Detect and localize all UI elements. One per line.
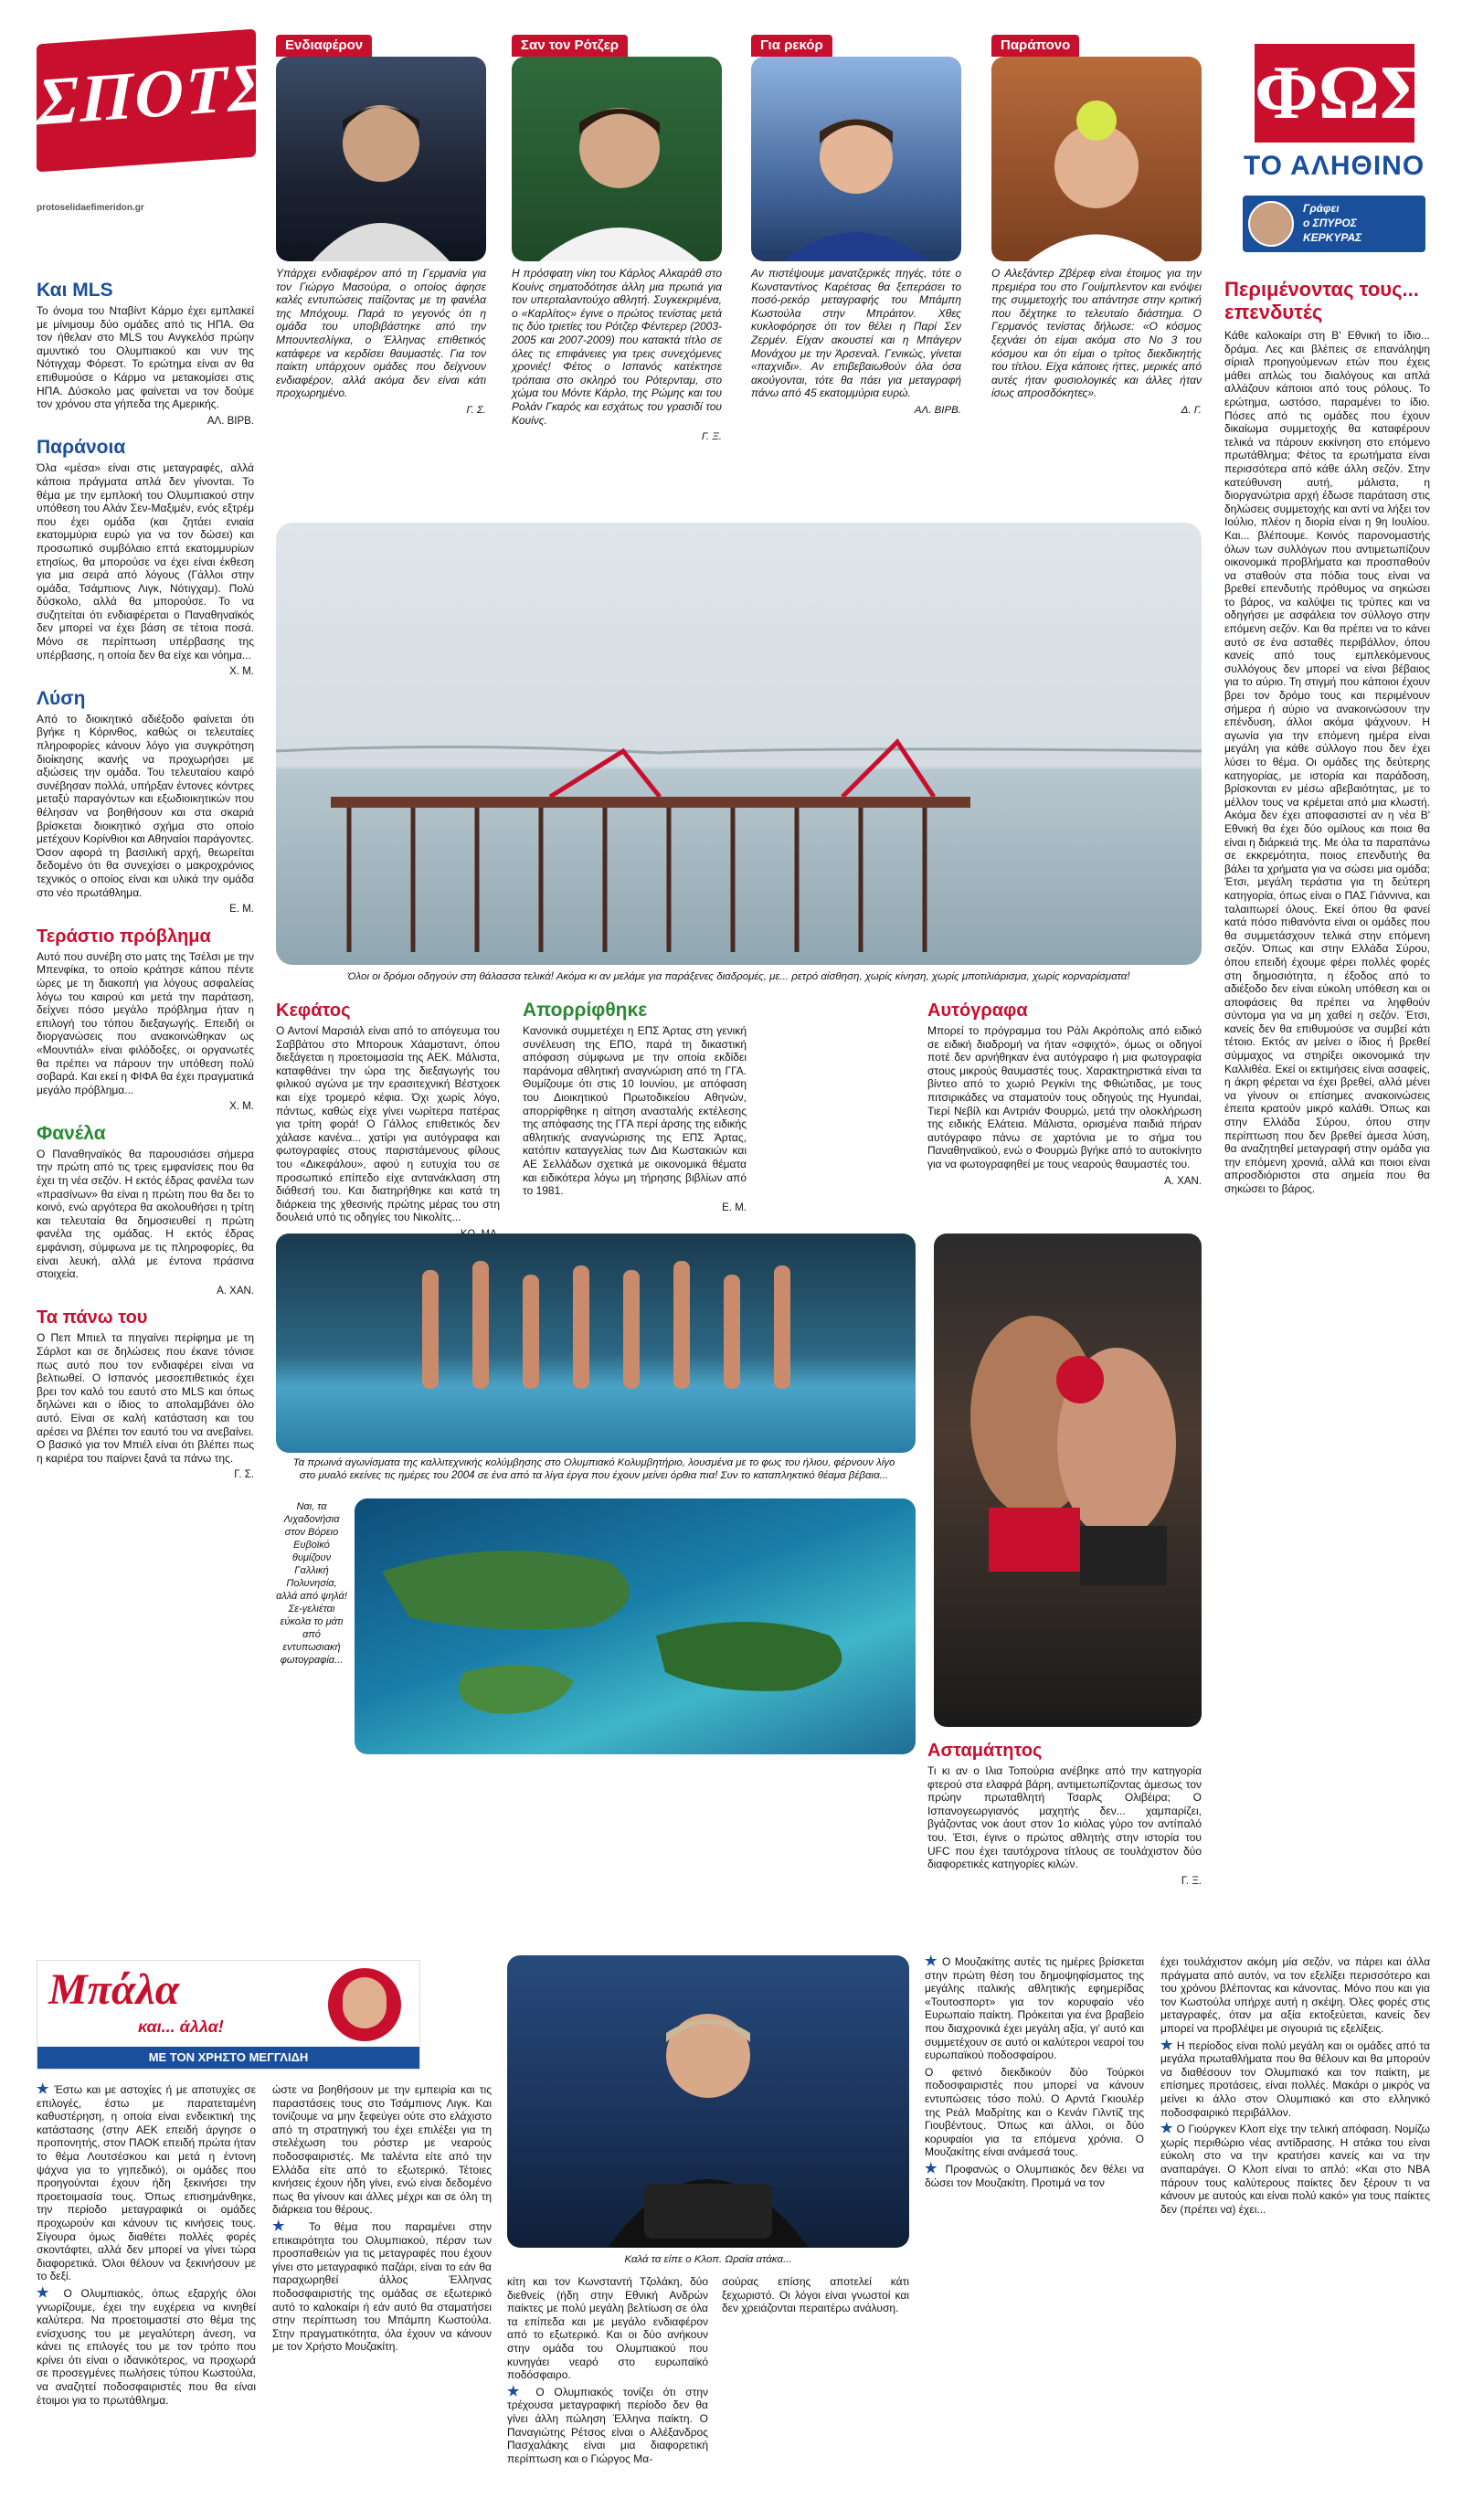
left-story-5-title: Φανέλα: [37, 1122, 106, 1144]
mma-story-sig: Γ. Ξ.: [1181, 1875, 1202, 1887]
bottom-paragraph-10: ★ Προφανώς ο Ολυμπιακός δεν θέλει να δώσει τον Μουζακίτη. Προτιμά να τον: [925, 2160, 1145, 2189]
top-story-4-sig: Δ. Γ.: [1181, 404, 1202, 416]
tab-gia-rekor: Για ρεκόρ: [751, 35, 832, 57]
bottom-paragraph-8: ★ Ο Μουζακίτης αυτές τις ημέρες βρίσκεται στην πρώτη θέση του δημοψηφίσματος της μεγάλης ιταλικής αθλητικής εφημερίδας «Τουτοσπορτ» για τον κορυφαίο νέο Ευρωπαίο παίκτη. Πρόκειται για ένα βραβείο που διαχρονικά έχει μεγάλη αξία, γι' αυτό και συμμετέχουν σε αυτό οι καλύτεροι νεαροί του ευρωπαϊκού ποδοσφαίρου.: [925, 1954, 1144, 2062]
left-story-3-text: Από το διοικητικό αδιέξοδο φαίνεται ότι βγήκε η Κόρινθος, καθώς οι τελευταίες πληροφορίες κάνουν λόγο για συγκρότηση διοίκησης ικανής να προχωρήσει με αξιώσεις την ομάδα. Του τελευταίου καιρό συνέβησαν πολλά, υπήρξαν έντονες κόντρες μεταξύ παραγόντων και εξωδιοικητικών που θέλησαν να βοηθήσουν και στα σκαριά βρίσκεται διοικητικό σχήμα στο οποίο μετέχουν Κορίνθιοι και Αθηναίοι παράγοντες. Όσον αφορά τη βασιλική αρχή, θεωρείται δεδομένο ότι θα συνεχίσει ο μακροχρόνιος τεχνικός ο οποίος είναι και υλικά την ομάδα στο νέο πρωτάθλημα.: [37, 712, 254, 899]
tab-enxiaferon: Ενδιαφέρον: [276, 35, 372, 57]
author-line-1: Γράφει: [1303, 202, 1340, 215]
mid-story-1-text: Ο Αντονί Μαρσιάλ είναι από το απόγευμα του Σαββάτου στο Μπορουκ Χάαμσταντ, όπου διεξάγεται η προετοιμασία της ΑΕΚ. Μάλιστα, καταφθάνει την ώρα της διεξαγωγής του φιλικού αγώνα με την ερασιτεχνική Βέστχοεκ και είχε τρομερό κέφια. Όχι χωρίς λόγο, πάντως, καθώς είχε γίνει νωρίτερα πατέρας για τρίτη φορά! Ο Γάλλος επιθετικός δεν χάλασε κανένα... χατίρι για αυτόγραφα και φωτογραφίες στους παριστάμενους φίλους του «Δικεφάλου», αφού η ευτυχία του σε προσωπικό επίπεδο είχε αντανάκλαση στη διάθεσή του. Και διατηρήθηκε και κατά τη διάρκεια της χθεσινής πρώτης μέρας του στη δουλειά υπό τις οδηγίες του Νικολίτς...: [276, 1024, 500, 1224]
photo-lichadonisia: [355, 1498, 916, 1754]
bottom-paragraph-7: σούρας επίσης αποτελεί κάτι ξεχωριστό. Οι λόγοι είναι γνωστοί και δεν χρειάζονται περαιτέρω ανάλυση.: [722, 2275, 909, 2315]
top-story-2-text: Η πρόσφατη νίκη του Κάρλος Αλκαράθ στο Κουίνς σηματοδότησε άλλη μια πρωτιά για τον υπερταλαντούχο αθλητή. Συγκεκριμένα, ο «Καρλίτος» έγινε ο πρώτος τενίστας μετά τις δύο τριετίες του Ρότζερ Φέντερερ (2003-2005 και 2007-2009) που κατακτά τίτλο σε όλες τις επιφάνειες για τρεις συνεχόμενες χρονιές! Φέτος ο Ισπανός κατέκτησε τρόπαια στο σκληρό του Ρότερνταμ, στο χώμα του Μόντε Κάρλο, της Ρώμης και του Ρολάν Γκαρός και εσχάτως του γρασιδί του Κουίνς.: [512, 267, 722, 427]
column-logo-sub: και... άλλα!: [138, 2017, 224, 2036]
mid-story-1-title: Κεφάτος: [276, 1001, 351, 1021]
player-silhouette-icon: [276, 57, 486, 261]
swimmers-legs-illustration: [276, 1234, 916, 1453]
left-story-2-sig: Χ. Μ.: [229, 666, 254, 678]
bottom-paragraph-1: ★ Έστω και με αστοχίες ή με αποτυχίες σε επιλογές, έστω με παρατεταμένη καθυστέρηση, η οποία είναι ενδεικτική της κατάστασης (στην ΑΕΚ επειδή άργησε ο προπονητής, στον ΠΑΟΚ επειδή πρώτα ήταν το θέμα Λουτσέσκου και μετά η έντονη ψάχνα για το γηπεδικό), οι ομάδες που προηγούνται έχουν ήδη ξεκινήσει την προετοιμασία τους. Όπως επισημάνθηκε, την περίοδο μεταγραφικά οι ομάδες προχωρούν και κάνουν τις κινήσεις τους. Σίγουρα όμως διαθέτει πολλές φορές σκοντάφτει, αλλά δεν μπορεί να γίνει τώρα διαφορετικά. Όλοι θέλουν να ξεκινήσουν με το δεξί.: [37, 2081, 256, 2283]
left-story-2-text: Όλα «μέσα» είναι στις μεταγραφές, αλλά κάποια πράγματα απλά δεν γίνονται. Το θέμα με την εμπλοκή του Ολυμπιακού στην υπόθεση του Αλάν Σεν-Μαξιμέν, ενός εξτρέμ που έχει ομάδα (και ζητάει ενιαία εκατομμύρια ευρώ για να τον δώσει) και προσωπικό συμβόλαιο επτά εκατομμυρίων ετησίως, θα μπορούσε να έχει είναι έκθεση για μια σειρά από λόγους (Γάλλοι στην ομάδα, Τσάμπιονς Λιγκ, Νότιγχαμ). Πολύ δύσκολο, αλλά θα μπορούσε. Το να συζητείται ότι ενδιαφέρεται ο Παναθηναϊκός δεν μπορεί να έχει βάση σε τέτοια ποσά. Μόνο σε περίπτωση υπέρβασης της υπέρβασης, η οποία δεν θα είχε και νόημα...: [37, 461, 254, 662]
mid-story-3-title: Αυτόγραφα: [927, 1001, 1028, 1021]
pier-illustration: [276, 523, 1202, 965]
bottom-paragraph-9: Ο φετινό διεκδικούν δύο Τούρκοι ποδοσφαιριστές που μπορεί να κάνουν εντυπώσεις τόσο πολύ. Ο Αρντά Γκιουλέρ της Ρεάλ Μαδρίτης και ο Κενάν Γιλντίζ της Γιουβέντους. Όπως και άλλοι, οι δύο κορυφαίοι για τα επόμενα χρόνια. Ο Μουζακίτης είναι ανάμεσά τους.: [925, 2065, 1144, 2159]
left-story-1-text: Το όνομα του Νταβίντ Κάρμο έχει εμπλακεί με μίνιμουμ δύο ομάδες από τις ΗΠΑ. Θα τον ήθελαν στο MLS του Ανγκελόσ πρώην αμυντικό του Ολυμπιακού και νυν της Νότιγχαμ Φόρεστ. Το ερώτημα είναι αν θα επιθυμούσε ο Κάρμο να μετακομίσει στις ΗΠΑ. Δύσκολο μας φαίνεται να τον δούμε τον χρόνου στα γήπεδα της Αμερικής.: [37, 304, 254, 411]
photo-artistic-swimming: [276, 1234, 916, 1453]
left-story-1-sig: ΑΛ. ΒΙΡΒ.: [207, 415, 254, 427]
left-story-3-title: Λύση: [37, 687, 86, 709]
bottom-col-5: [925, 1955, 1144, 2504]
swim-caption: Τα πρωινά αγωνίσματα της καλλιτεχνικής κολύμβησης στο Ολυμπιακό Κολυμβητήριο, λουσμένα με το φως του ήλιου, φέρνουν λίγο στο μυαλό εκείνες τις ημέρες του 2004 σε ένα από τα λίγα έργα που έχουν μείνει όρθια πια! Συν το καταπληκτικό θέαμα βέβαια...: [292, 1457, 895, 1481]
sports-logo-text: ΣΠΟΤΣ: [37, 48, 272, 141]
mma-story-title: Ασταμάτητος: [927, 1741, 1043, 1761]
mid-story-2-title: Απορρίφθηκε: [523, 1000, 648, 1021]
photo-klopp: [507, 1955, 909, 2248]
photo-zverev: [991, 57, 1202, 261]
column-logo-box: [37, 1960, 420, 2070]
mid-story-2-sig: Ε. Μ.: [722, 1202, 747, 1213]
top-story-2-sig: Γ. Ξ.: [701, 431, 722, 443]
mid-story-2: [523, 994, 747, 1213]
left-story-6-title: Τα πάνω του: [37, 1308, 148, 1329]
author-line-2: ο ΣΠΥΡΟΣ: [1303, 217, 1357, 229]
bottom-paragraph-6: ★ Ο Ολυμπιακός τονίζει ότι στην τρέχουσα μεταγραφική περίοδο δεν θα γίνει άλλη πώληση Έλληνα παίκτη. Ο Παναγιώτης Ρέτσος είναι ο Αλέξανδρος Πασχαλάκης είναι μια διαφορετική περίπτωση και ο Γιώργος Μα-: [507, 2383, 708, 2465]
photo-ufc-fight: [934, 1234, 1202, 1727]
left-column: [37, 274, 254, 1809]
column-logo-main: Μπάλα: [48, 1965, 180, 2014]
right-column: [1224, 274, 1430, 1809]
left-story-6-text: Ο Πεπ Μπιελ τα πηγαίνει περίφημα με τη Σάρλοτ και σε δηλώσεις που έκανε τόνισε πως αυτό που τον ενδιαφέρει είναι να βελτιωθεί. Ο Ισπανός μεσοεπιθετικός έχει βρει τον καλό του εαυτό στο MLS και όπως δηλώνει και ο ίδιος το απολαμβάνει όλο αυτό. Είναι σε καλή κατάσταση και του αρέσει να βλέπει τον εαυτό του να ανεβαίνει. Ο βασικό για τον Μπιέλ είναι ότι βλέπει πως η καριέρα του παίρνει ξανά τα πάνω της.: [37, 1331, 254, 1465]
bottom-paragraph-13: ★ Ο Γιούργκεν Κλοπ είχε την τελική απόφαση. Νομίζω χωρίς περιθώριο νέας αντίδρασης. Η ατάκα του είναι εύκολη στο να την κρατήσει κανείς και να την αναπαράγει. Ο Κλοπ είναι το απλό: «Και στο NBA πάρουν τους καλύτερους παίκτες δεν ξέρουν τι να κάνουν με αυτούς και είναι πολύ κακό» για τους παίκτες δεν (πρέπει να) έχει...: [1160, 2121, 1430, 2216]
mid-story-3-sig: Α. ΧΑΝ.: [1164, 1175, 1202, 1187]
top-story-1-sig: Γ. Σ.: [466, 404, 486, 416]
mma-story: [927, 1734, 1202, 1887]
bottom-paragraph-5: κίτη και τον Κωνσταντή Τζολάκη, δύο διεθνείς (ήδη στην Εθνική Ανδρών παίκτες με πολύ μεγάλη βελτίωση σε όλα τα επίπεδα και με μεγάλο ενδιαφέρον από το εξωτερικό. Και οι δύο ανήκουν στην ομάδα του Ολυμπιακού που κυνηγάει νεαρό στο ευρωπαϊκό ποδόσφαιρο.: [507, 2275, 708, 2382]
top-story-2: [512, 267, 722, 514]
island-caption: Ναι, τα Λιχαδονήσια στον Βόρειο Ευβοϊκό θυμίζουν Γαλλική Πολυνησία, αλλά από ψηλά! Σε-γελιέται εύκολα το μάτι από εντυπωσιακή φωτογραφία...: [276, 1501, 347, 1666]
photo-masouras: [276, 57, 486, 261]
tab-parapono: Παράπονο: [991, 35, 1079, 57]
left-story-4-title: Τεράστιο πρόβλημα: [37, 926, 211, 947]
top-story-1: [276, 267, 486, 504]
photo-karetsas: [751, 57, 961, 261]
left-story-6-sig: Γ. Σ.: [234, 1469, 254, 1481]
left-story-1-title: Και MLS: [37, 280, 113, 301]
top-story-4: [991, 267, 1202, 504]
pier-caption: Όλοι οι δρόμοι οδηγούν στη θάλασσα τελικά! Ακόμα κι αν μελάμε για παράξενες διαδρομές, με... ρετρό αίσθηση, χωρίς κίνηση, χωρίς μποτιλιάρισμα, χωρίς κορναρίσματα!: [347, 971, 1130, 982]
islands-illustration: [355, 1498, 916, 1754]
fighters-illustration: [934, 1234, 1202, 1727]
bottom-col-1: [37, 2083, 256, 2504]
mid-story-2-text: Κανονικά συμμετέχει η ΕΠΣ Άρτας στη γενική συνέλευση της ΕΠΟ, παρά τη δικαστική απόφαση σύμφωνα με την οποία εκδίδει παράνομα αθλητική αναγνώριση από τη ΓΓΑ. Θυμίζουμε ότι στις 10 Ιουνίου, με απόφαση του Διοικητικού Πρωτοδικείου Αθηνών, απορρίφθηκε η αίτηση ανασταλής εκτέλεσης της απόφασης της ΓΓΑ περί άρσης της ειδικής αθλητικής αναγνώρισης της ΕΠΣ Άρτας, κατόπιν καταγγελίας των Δια Κωστακιών και ΑΕ Σελλάδων σχετικά με οικονομικά θέματα και ειδικότερα λόγω μη τήρησης βιβλίων από το 1981.: [523, 1024, 747, 1198]
author-box: [1243, 196, 1425, 252]
author-line-3: ΚΕΡΚΥΡΑΣ: [1303, 231, 1362, 244]
bottom-col-6: [1160, 1955, 1430, 2504]
mid-story-3: [927, 994, 1202, 1213]
bottom-paragraph-2: ★ Ο Ολυμπιακός, όπως εξαρχής όλοι γνωρίζουμε, έχει την ευχέρεια να κινηθεί καλύτερα. Να προετοιμαστεί στο θέμα της ενίσχυσης του με μεγαλύτερη άνεση, να κάνει τις επιλογές του με τον τρόπο που κρίνει ότι είναι ο ιδανικότερος, να προχωρά σε προσεγμένες πωλήσεις τύπου Κωστούλα, να αναζητεί ποδοσφαιριστές που θα είναι έτοιμοι για το πρωτάθλημα.: [37, 2284, 256, 2407]
mid-story-3-text: Μπορεί το πρόγραμμα του Ράλι Ακρόπολις από ειδικό σε ειδική διαδρομή να ήταν «σφιχτό», όμως οι οδηγοί ποτέ δεν αρνήθηκαν ένα αυτόγραφο ή μια φωτογραφία στους μικρούς θαυμαστές τους. Χαρακτηριστικά είναι τα βίντεο από το χωριό Ρεγκίνι της Φθιώτιδας, με τους πιτσιρικάδες να σταματούν τους οδηγούς της Hyundai, Τιερί Νεβίλ και Αντριάν Φουρμώ, μετά την ολοκλήρωση της ειδικής Ελάτεια. Μάλιστα, ορισμένα παιδιά πήραν αυτόγραφο πάνω σε χαρτόνια με το σήμα του Παναθηναϊκού, ενώ ο Φουρμώ βγήκε από το αυτοκίνητο για να φωτογραφηθεί με τους νεαρούς θαυμαστές του.: [927, 1024, 1202, 1170]
bottom-paragraph-4: ★ Το θέμα που παραμένει στην επικαιρότητα του Ολυμπιακού, πέραν των προσπαθειών για τις μεταγραφές που έχουν γίνει στο μεταγραφικό παζάρι, είναι το εάν θα παραχωρηθεί άλλος Έλληνας ποδοσφαιριστής της ομάδας σε εξωτερικό αυτό το καλοκαίρι ή εάν αυτό θα σταματήσει στην περίπτωση του Μπάμπη Κωστούλα. Στην πραγματικότητα, όλα έχουν να κάνουν με τον Χρήστο Μουζακίτη.: [272, 2218, 492, 2354]
player-silhouette-icon: [512, 57, 722, 261]
fos-subtitle: ΤΟ ΑΛΗΘΙΝΟ: [1243, 151, 1425, 181]
right-column-text: Κάθε καλοκαίρι στη Β' Εθνική το ίδιο... δράμα. Λες και βλέπεις σε επανάληψη σίριαλ προηγούμενων ετών που έχεις μάθει απλώς του διαλόγους και απλά αλλάζουν κάποιοι από τους ρόλους. Το ερώτημα, ωστόσο, παραμένει το ίδιο. Πόσες από τις ομάδες που έχουν δικαίωμα συμμετοχής θα καταφέρουν τελικά να πάρουν εκκίνηση στο επόμενο πρωτάθλημα; Φέτος τα ερωτήματα είναι περισσότερα από κάθε άλλη σεζόν. Στην κατεύθυνση αυτή, μάλιστα, η διοργανώτρια αρχή έδωσε παράταση στις δηλώσεις συμμετοχής και αντί να λήξει τον Ιούλιο, πλέον η διορία είναι η 9η Ιουλίου. Και... βλέπουμε. Κοινός παρονομαστής όλων των συλλόγων που αντιμετωπίζουν οικονομικά προβλήματα και προσπαθούν να σταθούν στα πόδια τους είναι να βρεθεί επενδυτής πρόθυμος να σηκώσει το βάρος, να καλύψει τις τρύπες και να οδηγήσει με ασφάλεια τον σύλλογο στην επόμενη σεζόν. Και θα πρέπει να το κάνει αυτό σε ένα ασταθές περιβάλλον, όπου κανείς από τους εμπλεκόμενους συλλόγους δεν μπορεί να είναι βέβαιος για το αύριο. Τη στιγμή που κάποιοι έχουν βρει τον δρόμο τους και περιμένουν σήμερα ή αύριο να ανακοινώσουν την επένδυση, άλλοι ακόμα ψάχνουν. Η αγωνία για την επόμενη ημέρα είναι μεγάλη για κάθε σύλλογο που δεν έχει λύσει το θέμα. Οι ομάδες της δεύτερης κατηγορίας, με ιστορία και παράδοση, βρίσκονται εν μέσω αβεβαιότητας, με το μέλλον τους να κρέμεται από μια κλωστή. Ακόμα δεν έχει αποφασιστεί αν η νέα Β' Εθνική θα έχει δύο ομίλους και ποια θα είναι η διάρκειά της. Με όλα τα παραπάνω σε εκκρεμότητα, ποιος επενδυτής θα βάλει τα χρήματα για να σώσει μια ομάδα; Έτσι, μεγάλη τεράστια για τη δεύτερη κατηγορία, όπως είναι ο ΠΑΣ Γιάννινα, και ταλαιπωρεί όλους. Εκεί όπου θα φανεί κατά πόσο πιθανόντα είναι οι ομάδες που θα συμμετάσχουν τελικά στην επόμενη σεζόν. Όπως και στην Ελλάδα Σύρου, όπου επειδή έχουμε φέρει πολλές φορές στη δημοσιότητα, η έξοδος από το αδιέξοδο δεν είναι εύκολη υπόθεση και οι αποφάσεις θα πρέπει να ληφθούν σύντομα για να μη χαθεί η σεζόν. Έτσι, κανείς δεν θα επιθυμούσε να συμβεί κάτι τέτοιο. Εκτός αν μείνει ο ίδιος ή βρεθεί σύμμαχος να στηρίξει οικονομικά την Καλλιθέα. Εκεί οι εκτιμήσεις είναι ασαφείς, η άκρη φέρεται να έχει βρεθεί, αλλά μένει να γίνουν οι επίσημες ανακοινώσεις έπειτα κρατούν μικρό καλάθι. Όπως και στην Ελλάδα Σύρου, όπου στην περίπτωση που δεν βρεθεί άμεσα λύση, θα αναζητηθεί μεταγραφή στην ομάδα για την επόμενη χρονιά, αλλά και ποιοι είναι απροσδιόριστοι στα σημεία που θα σηκώσει το βάρος.: [1224, 329, 1430, 1195]
top-story-1-text: Υπάρχει ενδιαφέρον από τη Γερμανία για τον Γιώργο Μασούρα, ο οποίος άφησε καλές εντυπώσεις παίζοντας με τη φανέλα της Μπόχουμ. Παρά το γεγονός ότι η ομάδα του υποβιβάστηκε από την Μπουντεσλίγκα, ο Έλληνας επιθετικός κατάφερε να κερδίσει θαυμαστές. Για τον παίκτη υπάρχουν ομάδες που δείχνουν ενδιαφέρον, αλλά ακόμα δεν είναι κάτι προχωρημένο.: [276, 267, 486, 400]
bottom-col-2: [272, 2083, 492, 2504]
bottom-paragraph-3: ώστε να βοηθήσουν με την εμπειρία και τις παραστάσεις τους στο Τσάμπιονς Λιγκ. Και τονίζουμε να μην ξεφεύγει ούτε στο ελάχιστο από τη στρατηγική του έχει επιλέξει για τη στελέχωση του ρόστερ με νεαρούς ποδοσφαιριστές. Με ταλέντα είτε από την Ελλάδα είτε από το εξωτερικό. Τέτοιες κινήσεις έχουν ήδη γίνει, ενώ είναι δεδομένο πως θα γίνουν και άλλες μέχρι και σε όλη τη διάρκεια του θέρους.: [272, 2083, 492, 2217]
top-story-4-text: Ο Αλεξάντερ Ζβέρεφ είναι έτοιμος για την πρεμιέρα του στο Γουίμπλεντον και ενόψει της συμμετοχής του απάντησε στην κριτική που δέχτηκε το τελευταίο διάστημα. Ο Γερμανός τενίστας δήλωσε: «Ο κόσμος ξεχνάει ότι είμαι ακόμα στο Νο 3 του κόσμου και ότι είμαι ο τρίτος διεκδικητής του τίτλου. Είχα κάποιες ήττες, μερικές από αυτές ήταν φυσιολογικές και άλλες ήταν ίσως απροσδόκητες».: [991, 267, 1202, 400]
coach-illustration: [507, 1955, 909, 2248]
top-story-3: [751, 267, 961, 504]
bottom-paragraph-11: έχει τουλάχιστον ακόμη μία σεζόν, να πάρει και άλλα πράγματα από αυτόν, να τον εξελίξει περισσότερο και του χρόνου βλέποντας και κάνοντας. Μόνο που και για τον Κωστούλα υπήρχε αυτή η σκέψη. Όλες φορές στις μεταγραφές, όταν μα αξία εκτοξεύεται, κανείς δεν μπορεί να προβλέψει με σιγουριά τις εξελίξεις.: [1160, 1955, 1430, 2035]
left-story-3-sig: Ε. Μ.: [229, 904, 254, 916]
column-byline: ΜΕ ΤΟΝ ΧΡΗΣΤΟ ΜΕΓΓΛΙΔΗ: [37, 2047, 419, 2069]
right-column-title: Περιμένοντας τους... επενδυτές: [1224, 278, 1419, 323]
site-watermark: protoselidaefimeridon.gr: [37, 203, 144, 213]
player-silhouette-icon: [991, 57, 1202, 261]
sports-logo: [37, 29, 272, 173]
top-story-3-sig: ΑΛ. ΒΙΡΒ.: [914, 404, 961, 416]
photo-pier: [276, 523, 1202, 965]
left-story-4-text: Αυτό που συνέβη στο ματς της Τσέλσι με την Μπενφίκα, το οποίο κράτησε κάπου πέντε ώρες με τη διακοπή για λόγους ασφαλείας λόγω του καιρού και μετά την παράταση, δείχνει πόσο μεγάλο πρόβλημα ήταν η επιλογή του τόπου διεξαγωγής. Επειδή οι διοργανώσεις που ανακοινώθηκαν ως «Μουντιάλ» είναι φιλόδοξες, οι οργανωτές θα πρέπει να πάρουν την υπόθεση πολύ σοβαρά. Και εκεί η ΦΙΦΑ θα έχει πραγματικά μεγάλο πρόβλημα...: [37, 949, 254, 1096]
top-story-3-text: Αν πιστέψουμε μανατζερικές πηγές, τότε ο Κωνσταντίνος Καρέτσας θα ξεπεράσει το ποσό-ρεκόρ μεταγραφής του Μπάμπη Κωστούλα στην Μπράιτον. Χθες κυκλοφόρησε ότι τον θέλει η Παρί Σεν Ζερμέν. Είχαν ακουστεί και η Μπάγερν Μονάχου με την Άρσεναλ. Γενικώς, γίνεται «παχνιδι». Αν επιβεβαιωθούν όλα όσα ακούγονται, τότε θα πάει για μεταγραφή πάνω από 45 εκατομμύρια ευρώ.: [751, 267, 961, 400]
player-silhouette-icon: [751, 57, 961, 261]
bottom-col-3: [507, 2275, 708, 2504]
column-author-avatar: [328, 1968, 401, 2041]
mma-story-text: Τι κι αν ο Ιλια Τοπούρια ανέβηκε από την κατηγορία φτερού στα ελαφρά βάρη, αντιμετωπίζοντας άμεσως τον πρώην πρωταθλητή Τσαρλς Ολιβέιρα; Ο Ισπανογεωργιανός μαχητής δεν... χαμπαρίζει, βγάζοντας νοκ άουτ στον 1ο κιόλας γύρο τον αντίπαλό του. Έτσι, έγινε ο πρώτος αθλητής στην ιστορία του UFC που έχει ταυτόχρονα τίτλους σε τουλάχιστον δύο διαφορετικές κατηγορίες κιλών.: [927, 1764, 1202, 1871]
left-story-5-sig: Α. ΧΑΝ.: [217, 1285, 254, 1297]
fos-logo: ΦΩΣ: [1255, 44, 1414, 143]
bottom-paragraph-12: ★ Η περίοδος είναι πολύ μεγάλη και οι ομάδες από τα μεγάλα πρωταθλήματα που θα θέλουν και θα μπορούν να διαθέσουν τον Ολυμπιακό και τον παίκτη, με επίσημες προτάσεις, είναι πολλές. Μακάρι ο μικρός να μείνει κι άλλο στον Ολυμπιακό και στο ελληνικό ποδοσφαιρικό περιβάλλον.: [1160, 2037, 1430, 2119]
left-story-2-title: Παράνοια: [37, 437, 126, 459]
left-story-4-sig: Χ. Μ.: [229, 1101, 254, 1113]
left-story-5-text: Ο Παναθηναϊκός θα παρουσιάσει σήμερα την πρώτη από τις τρεις εμφανίσεις που θα έχει τη νέα σεζόν. Η εκτός έδρας φανέλα των «πρασίνων» θα είναι η πρώτη που θα δει το κοινό, ενώ αργότερα θα ακολουθήσει η τρίτη και τελευταία θα δημοσιευθεί η πρώτη φανέλα της ομάδας. Η εκτός έδρας εμφάνιση, σύμφωνα με τις πληροφορίες, θα είναι λευκή, αλλά με έντονα πράσινα στοιχεία.: [37, 1147, 254, 1281]
photo-alcaraz: [512, 57, 722, 261]
tab-san-ton-rotzer: Σαν τον Ρότζερ: [512, 35, 628, 57]
bottom-col-4: [722, 2275, 909, 2504]
author-avatar: [1248, 201, 1294, 247]
klopp-caption: Καλά τα είπε ο Κλοπ. Ωραία ατάκα...: [624, 2254, 792, 2265]
mid-story-1: [276, 994, 500, 1224]
